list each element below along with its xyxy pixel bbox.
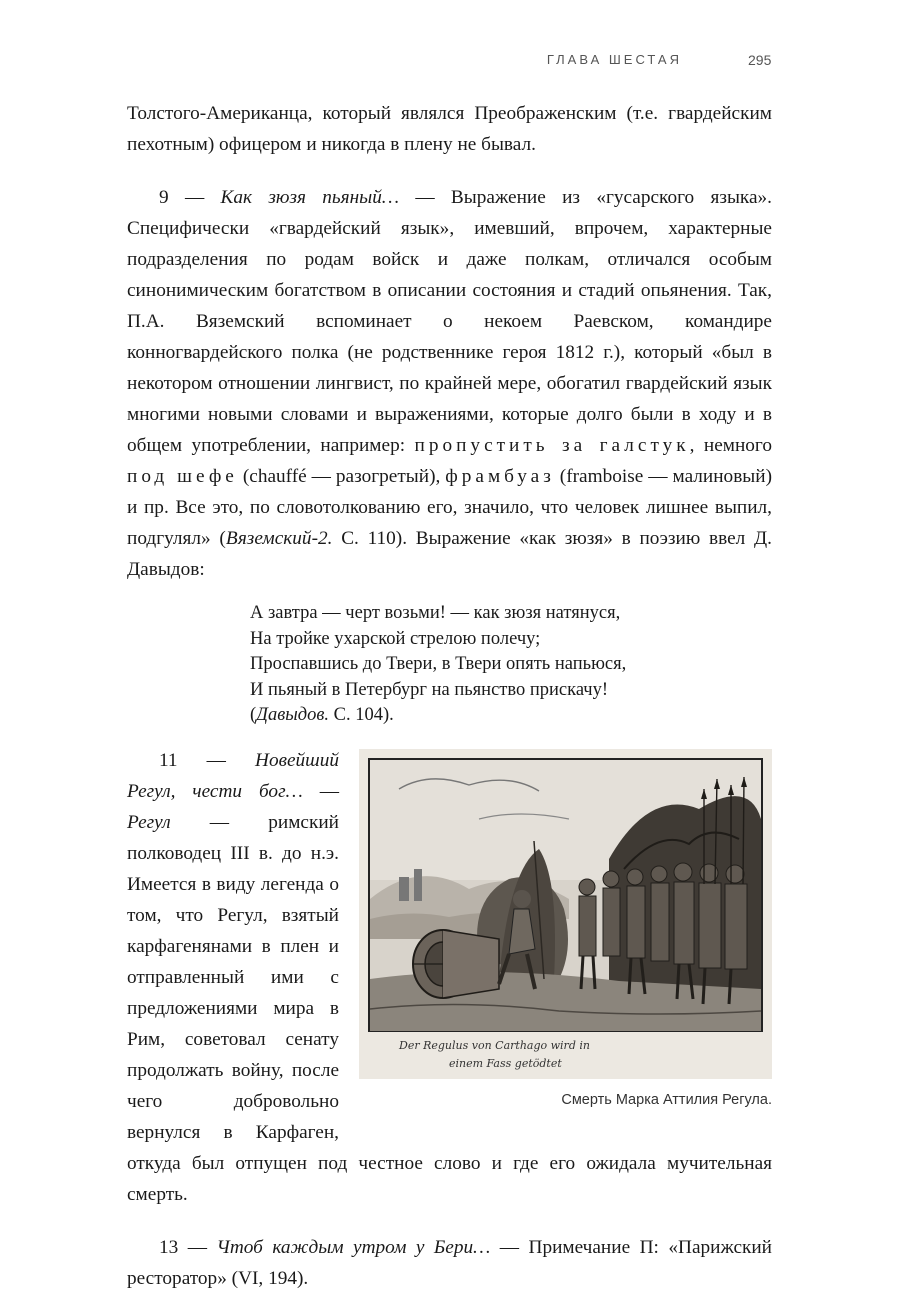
verse-line: На тройке ухарской стрелою полечу; (250, 628, 541, 649)
intro-paragraph: Толстого-Американца, который являлся Преображенским (т.е. гвардейским пехотным) офицером и никогда в плену не бывал. (127, 103, 772, 155)
note-11: 11 — Новейший Регул, чести бог… — Регул — римский полководец III в. до н.э. Имеется в виду легенда о том, что Регул, взятый карфагенянами в плен и отправленный ими с предложениями мира в Рим, советовал сенату продолжать войну, после чего добровольно вернулся в Карфаген, откуда был отпущен под честное слово и где его ожидала мучительная смерть. (127, 749, 772, 1205)
inscription-line: einem Fass getödtet (449, 1056, 562, 1070)
chapter-title: ГЛАВА ШЕСТАЯ (546, 52, 682, 67)
note-9-lemma: Как зюзя пьяный… (220, 187, 400, 208)
spaced-term: фрамбуаз (445, 466, 555, 487)
engraving-image (359, 749, 772, 1079)
verse-line: А завтра — черт возьми! — как зюзя натянуся, (250, 603, 621, 623)
inscription-line: Der Regulus von Carthago wird in (399, 1038, 590, 1052)
verse-line: Проспавшись до Твери, в Твери опять напьюся, (250, 654, 627, 674)
figure (359, 749, 772, 1110)
reference: Вяземский-2. (225, 528, 333, 549)
verse-quote (250, 601, 772, 729)
engraving-illustration (359, 749, 772, 1079)
spaced-term: под шефе (127, 466, 238, 487)
note-9-number: 9 — (159, 187, 221, 208)
verse-source: (Давыдов. С. 104). (250, 705, 394, 725)
note-9: 9 — Как зюзя пьяный… — Выражение из «гусарского языка». Специфически «гвардейский язык», имевший, впрочем, характерные подразделения по родам войск и даже полкам, отличался особым синонимическим богатством в описании состояния и стадий опьянения. Так, П.А. Вяземский вспоминает о некоем Раевском, командире конногвардейского полка (не родственнике героя 1812 г.), который «был в некотором отношении лингвист, по крайней мере, обогатил гвардейский язык многими новыми словами и выражениями, которые долго были в ходу и в общем употреблении, например: пропустить за галстук, немного под шефе (chauffé — разогретый), фрамбуаз (framboise — малиновый) и пр. Все это, по словотолкованию его, значило, что человек лишнее выпил, подгулял» (Вяземский-2. С. 110). Выражение «как зюзя» в поэзию ввел Д. Давыдов: (127, 187, 773, 580)
page-number: 295 (748, 52, 772, 68)
spaced-term: пропустить за галстук (414, 435, 690, 456)
body-text (127, 98, 772, 1294)
note-13: 13 — Чтоб каждым утром у Бери… — Примечание П: «Парижский ресторатор» (VI, 194). (127, 1236, 773, 1289)
figure-caption: Смерть Марка Аттилия Регула. (561, 1091, 772, 1108)
verse-line: И пьяный в Петербург на пьянство прискачу! (250, 679, 609, 700)
running-head (0, 52, 900, 74)
